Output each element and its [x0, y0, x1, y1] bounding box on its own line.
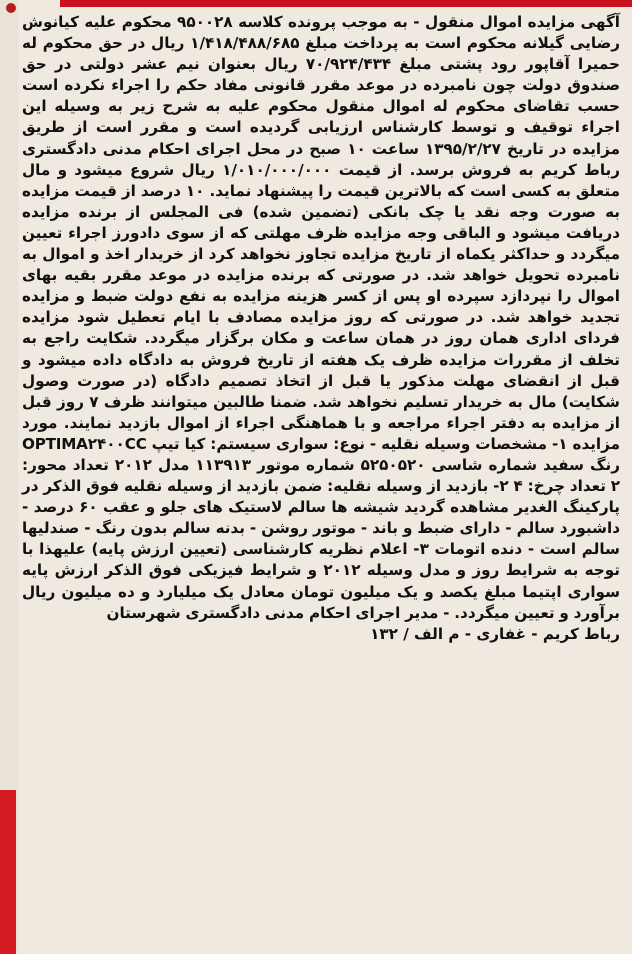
red-corner-mark [6, 3, 16, 13]
notice-text-block [22, 12, 620, 645]
top-red-rule [60, 0, 632, 7]
auction-notice-paragraph: آگهی مزایده اموال منقول - به موجب پرونده کلاسه ۹۵۰۰۲۸ محکوم علیه کیانوش رضایی گیلانه محکوم است به پرداخت مبلغ ۱/۴۱۸/۴۸۸/۶۸۵ ریال در حق محکوم له حمیرا آقاپور رود پشتی مبلغ ۷۰/۹۲۴/۴۳۴ ریال بعنوان نیم عشر دولتی در حق صندوق دولت چون نامبرده در موعد مقرر قانونی مفاد حکم را اجراء نکرده است حسب تقاضای محکوم له اموال منقول محکوم علیه به شرح زیر به وسیله این اجراء توقیف و توسط کارشناس ارزیابی گردیده است و مقرر است از طریق مزایده در تاریخ ۱۳۹۵/۲/۲۷ ساعت ۱۰ صبح در محل اجرای احکام مدنی دادگستری رباط کریم به فروش برسد. از قیمت ۱/۰۱۰/۰۰۰/۰۰۰ ریال شروع میشود و مال متعلق به کسی است که بالاترین قیمت را پیشنهاد نماید. ۱۰ درصد از قیمت مزایده به صورت وجه نقد یا چک بانکی (تضمین شده) فی المجلس از برنده مزایده دریافت میشود و الباقی وجه مزایده ظرف مهلتی که از سوی دادورز اجراء تعیین میگردد و حداکثر یکماه از تاریخ مزایده تجاوز نخواهد کرد از خریدار اخذ و اموال به نامبرده تحویل خواهد شد. در صورتی که برنده مزایده در موعد مقرر بقیه بهای اموال را نپردازد سپرده او پس از کسر هزینه مزایده به نفع دولت ضبط و مزایده تجدید خواهد شد. در صورتی که روز مزایده مصادف با ایام تعطیل شود مزایده فردای اداری همان روز در همان ساعت و مکان برگزار میگردد. شکایت راجع به تخلف از مقررات مزایده ظرف یک هفته از تاریخ فروش به دادگاه داده میشود و قبل از انقضای مهلت مذکور یا قبل از اتخاذ تصمیم دادگاه (در صورت وصول شکایت) مال به خریدار تسلیم نخواهد شد. ضمنا طالبین میتوانند ظرف ۷ روز قبل از مزایده به دفتر اجراء مراجعه و با هماهنگی اجراء از اموال بازدید نمایند. مورد مزایده ۱- مشخصات وسیله نقلیه - نوع: سواری سیستم: کیا تیپ OPTIMA۲۴۰۰CC رنگ سفید شماره شاسی ۵۲۵۰۵۲۰ شماره موتور ۱۱۳۹۱۳ مدل ۲۰۱۲ تعداد محور: ۲ تعداد چرخ: ۴ ۲- بازدید از وسیله نقلیه: ضمن بازدید از وسیله نقلیه فوق الذکر در پارکینگ الغدیر مشاهده گردید شیشه ها سالم لاستیک های جلو و عقب ۶۰ درصد - داشبورد سالم - دارای ضبط و باند - موتور روشن - بدنه سالم بدون رنگ - صندلیها سالم است - دنده اتومات ۳- اعلام نظریه کارشناسی (تعیین ارزش پایه) علیهذا با توجه به شرایط روز و مدل وسیله ۲۰۱۲ و شرایط فیزیکی فوق الذکر ارزش پایه سواری اپتیما مبلغ یکصد و یک میلیون تومان معادل یک میلیارد و ده میلیون ریال برآورد و تعیین میگردد. - مدیر اجرای احکام مدنی دادگستری شهرستان [22, 13, 621, 622]
notice-signature: رباط کریم - غفاری - م الف / ۱۳۲ [370, 624, 620, 643]
left-red-rule [0, 790, 16, 954]
